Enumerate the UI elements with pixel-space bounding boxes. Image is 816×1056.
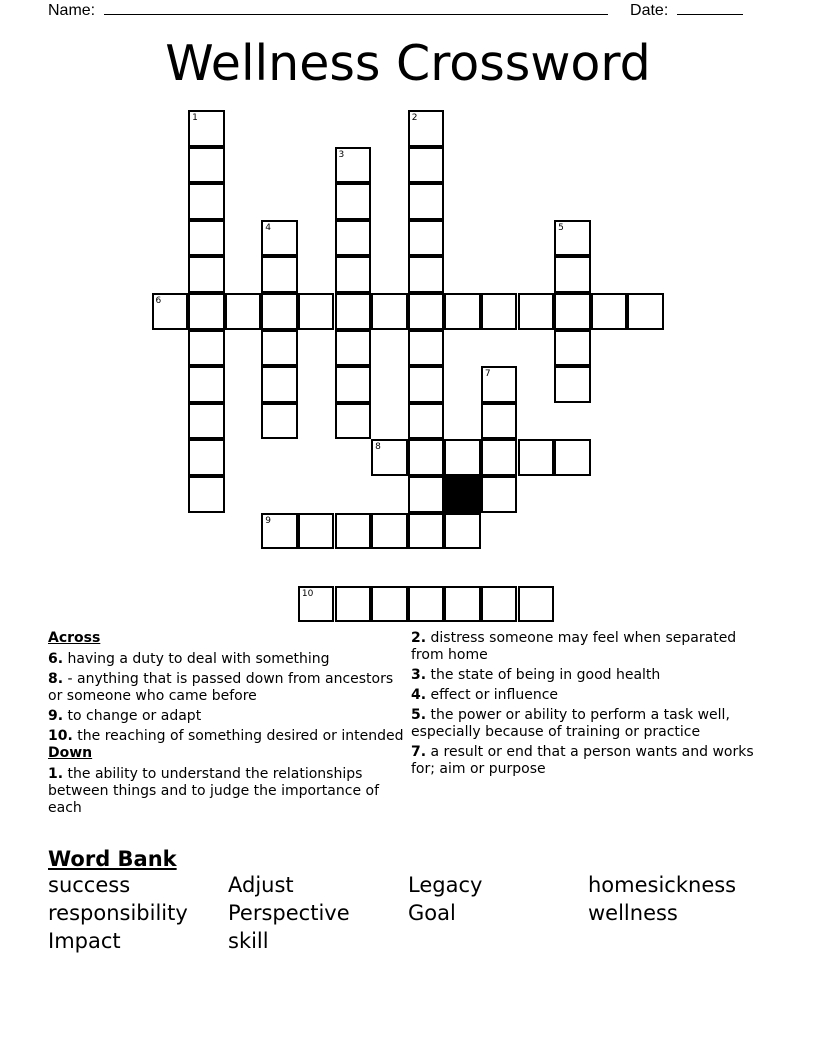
down-clue-1: 1. the ability to understand the relationships between things and to judge the importance of each [48, 766, 379, 816]
crossword-cell[interactable] [444, 513, 481, 550]
word-bank [48, 873, 808, 954]
crossword-cell[interactable] [408, 330, 445, 367]
crossword-cell[interactable] [408, 403, 445, 440]
crossword-cell[interactable] [408, 110, 445, 147]
crossword-cell[interactable] [554, 220, 591, 257]
crossword-cell[interactable] [261, 256, 298, 293]
crossword-cell[interactable] [335, 256, 372, 293]
crossword-cell[interactable] [518, 293, 555, 330]
crossword-cell[interactable] [335, 403, 372, 440]
crossword-cell[interactable] [408, 183, 445, 220]
crossword-cell[interactable] [188, 183, 225, 220]
clue-number: 6 [155, 296, 162, 306]
crossword-cell[interactable] [444, 293, 481, 330]
crossword-cell[interactable] [188, 476, 225, 513]
crossword-cell[interactable] [627, 293, 664, 330]
across-clue-8: 8. - anything that is passed down from ancestors or someone who came before [48, 671, 394, 704]
crossword-cell[interactable] [481, 586, 518, 623]
crossword-cell[interactable] [371, 293, 408, 330]
word-bank-item: homesickness [588, 873, 737, 897]
crossword-cell[interactable] [188, 330, 225, 367]
crossword-cell[interactable] [335, 366, 372, 403]
crossword-cell[interactable] [261, 220, 298, 257]
crossword-cell[interactable] [408, 513, 445, 550]
clues-right-column [411, 630, 771, 781]
down-clue-4: 4. effect or influence [411, 687, 559, 703]
crossword-cell[interactable] [554, 366, 591, 403]
down-clue-7: 7. a result or end that a person wants and works for; aim or purpose [411, 744, 754, 777]
crossword-cell[interactable] [261, 366, 298, 403]
crossword-cell[interactable] [188, 439, 225, 476]
crossword-cell[interactable] [298, 293, 335, 330]
crossword-cell[interactable] [188, 293, 225, 330]
crossword-cell[interactable] [481, 476, 518, 513]
clue-number: 1 [192, 113, 198, 123]
crossword-cell[interactable] [188, 366, 225, 403]
clues-left-column [48, 630, 408, 820]
crossword-cell[interactable] [408, 147, 445, 184]
crossword-cell[interactable] [335, 293, 372, 330]
crossword-cell[interactable] [444, 586, 481, 623]
clue-number: 4 [265, 222, 272, 233]
word-bank-item: Impact [48, 929, 121, 953]
crossword-cell[interactable] [554, 256, 591, 293]
crossword-cell[interactable] [335, 586, 372, 623]
across-clue-10: 10. the reaching of something desired or intended [48, 728, 404, 744]
crossword-cell[interactable] [335, 220, 372, 257]
crossword-cell[interactable] [298, 586, 335, 623]
crossword-cell[interactable] [298, 513, 335, 550]
word-bank-item: responsibility [48, 901, 188, 925]
crossword-cell[interactable] [481, 293, 518, 330]
page-title: Wellness Crossword [165, 35, 651, 92]
crossword-cell[interactable] [408, 256, 445, 293]
crossword-cell[interactable] [408, 366, 445, 403]
crossword-cell[interactable] [554, 293, 591, 330]
word-bank-title: Word Bank [48, 847, 177, 871]
crossword-cell[interactable] [261, 330, 298, 367]
crossword-cell[interactable] [188, 110, 225, 147]
crossword-cell[interactable] [408, 586, 445, 623]
word-bank-item: success [48, 873, 131, 897]
clue-number: 5 [558, 222, 564, 233]
crossword-cell[interactable] [371, 439, 408, 476]
crossword-cell[interactable] [444, 439, 481, 476]
clue-number: 2 [411, 113, 418, 123]
clue-number: 7 [484, 369, 491, 380]
crossword-cell[interactable] [261, 293, 298, 330]
crossword-cell[interactable] [261, 513, 298, 550]
crossword-cell[interactable] [335, 147, 372, 184]
crossword-cell[interactable] [518, 586, 555, 623]
crossword-cell[interactable] [188, 147, 225, 184]
crossword-cell[interactable] [152, 293, 189, 330]
across-clue-6: 6. having a duty to deal with something [48, 651, 330, 667]
name-label: Name: [48, 2, 96, 19]
crossword-cell[interactable] [481, 403, 518, 440]
across-heading: Across [48, 630, 101, 646]
date-label: Date: [630, 2, 669, 19]
crossword-cell[interactable] [335, 330, 372, 367]
clue-number: 8 [375, 442, 381, 453]
crossword-cell[interactable] [518, 439, 555, 476]
across-clue-9: 9. to change or adapt [48, 708, 202, 724]
down-clue-5: 5. the power or ability to perform a task well, especially because of training or practice [411, 707, 730, 740]
crossword-cell[interactable] [188, 403, 225, 440]
word-bank-item: Legacy [408, 873, 483, 897]
crossword-cell[interactable] [188, 220, 225, 257]
word-bank-item: Adjust [228, 873, 294, 897]
clue-number: 10 [301, 588, 314, 599]
crossword-black-cell [444, 476, 481, 513]
crossword-cell[interactable] [408, 293, 445, 330]
crossword-cell[interactable] [591, 293, 628, 330]
down-clue-2: 2. distress someone may feel when separated from home [411, 630, 737, 663]
crossword-cell[interactable] [554, 439, 591, 476]
crossword-cell[interactable] [408, 220, 445, 257]
down-heading: Down [48, 745, 93, 761]
crossword-cell[interactable] [335, 183, 372, 220]
crossword-cell[interactable] [481, 366, 518, 403]
clue-number: 9 [265, 515, 272, 526]
crossword-cell[interactable] [408, 476, 445, 513]
word-bank-item: wellness [588, 901, 678, 925]
crossword-cell[interactable] [188, 256, 225, 293]
word-bank-item: skill [228, 929, 269, 953]
crossword-cell[interactable] [481, 439, 518, 476]
crossword-cell[interactable] [408, 439, 445, 476]
crossword-cell[interactable] [371, 513, 408, 550]
clue-number: 3 [338, 149, 345, 160]
down-clue-3: 3. the state of being in good health [411, 667, 661, 683]
crossword-cell[interactable] [371, 586, 408, 623]
crossword-cell[interactable] [261, 403, 298, 440]
crossword-cell[interactable] [335, 513, 372, 550]
crossword-cell[interactable] [554, 330, 591, 367]
word-bank-item: Goal [408, 901, 456, 925]
word-bank-item: Perspective [228, 901, 350, 925]
crossword-cell[interactable] [225, 293, 262, 330]
